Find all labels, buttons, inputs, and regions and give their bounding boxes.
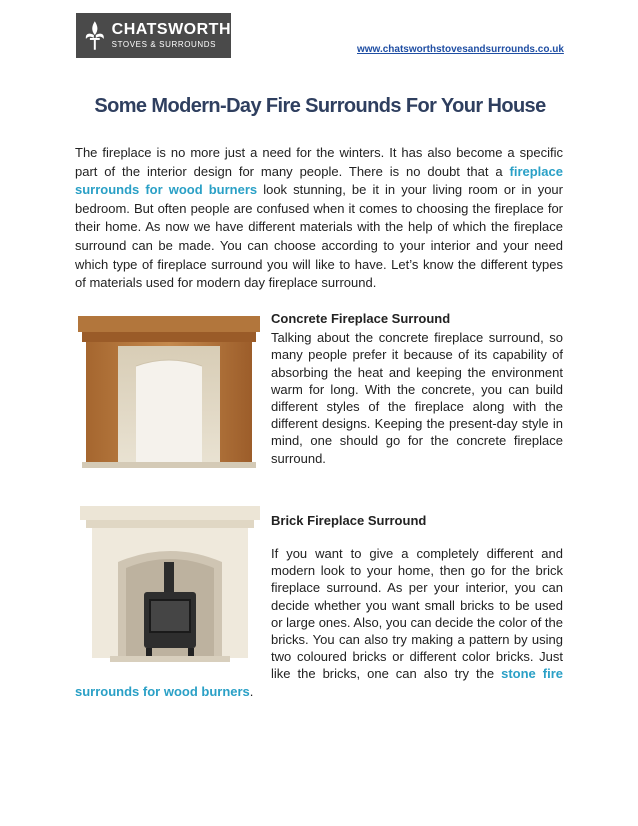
concrete-heading: Concrete Fireplace Surround — [271, 311, 451, 326]
concrete-body: Talking about the concrete fireplace surround, so many people prefer it because of its capability of absorbing the heat and keeping the environment warm for long. With the concrete, you can build different styles of the fireplace along with the different designs. Keeping the present-day style in mind, one should go for the concrete fireplace surround. — [271, 330, 563, 466]
brick-body-end: . — [249, 683, 254, 699]
brick-body-text: If you want to give a completely different and modern look to your home, then go for the brick fireplace surround. As per your interior, you can decide whether you want small bricks to be used or large ones. Also, you can decide the color of the bricks. You can also try making a pattern by using two coloured bricks or different color bricks. Just like the bricks, one can also try the — [271, 546, 563, 682]
logo-subtitle: STOVES & SURROUNDS — [111, 40, 217, 49]
brick-heading: Brick Fireplace Surround — [271, 513, 427, 528]
intro-text-end: look stunning, be it in your living room or in your bedroom. But often people are confused when it comes to choosing the fireplace for their home. As now we have different materials with the help of which the fireplace surround can be made. You can choose according to your interior and your need which type of fireplace surround you will like to have. Let’s know the different types of materials used for modern day fireplace surround. — [75, 182, 563, 291]
logo-name: CHATSWORTH — [111, 21, 231, 38]
concrete-section — [271, 310, 563, 467]
page-title: Some Modern-Day Fire Surrounds For Your House — [94, 95, 546, 117]
stone-fire-surrounds-link[interactable]: stone fire surrounds for wood burners — [75, 666, 564, 699]
wooden-fireplace-surround-image — [78, 316, 260, 468]
fleur-de-lis-icon — [84, 20, 106, 52]
logo-text — [112, 22, 231, 49]
brand-logo[interactable] — [76, 13, 231, 58]
intro-paragraph — [75, 144, 563, 293]
image-spacer — [75, 545, 271, 682]
brick-section — [75, 545, 563, 700]
fireplace-surrounds-link[interactable]: fireplace surrounds for wood burners — [75, 163, 563, 198]
intro-text-start: The fireplace is no more just a need for the winters. It has also become a specific part of the interior design for many people. There is no doubt that a — [75, 145, 563, 179]
website-link[interactable]: www.chatsworthstovesandsurrounds.co.uk — [357, 44, 564, 55]
